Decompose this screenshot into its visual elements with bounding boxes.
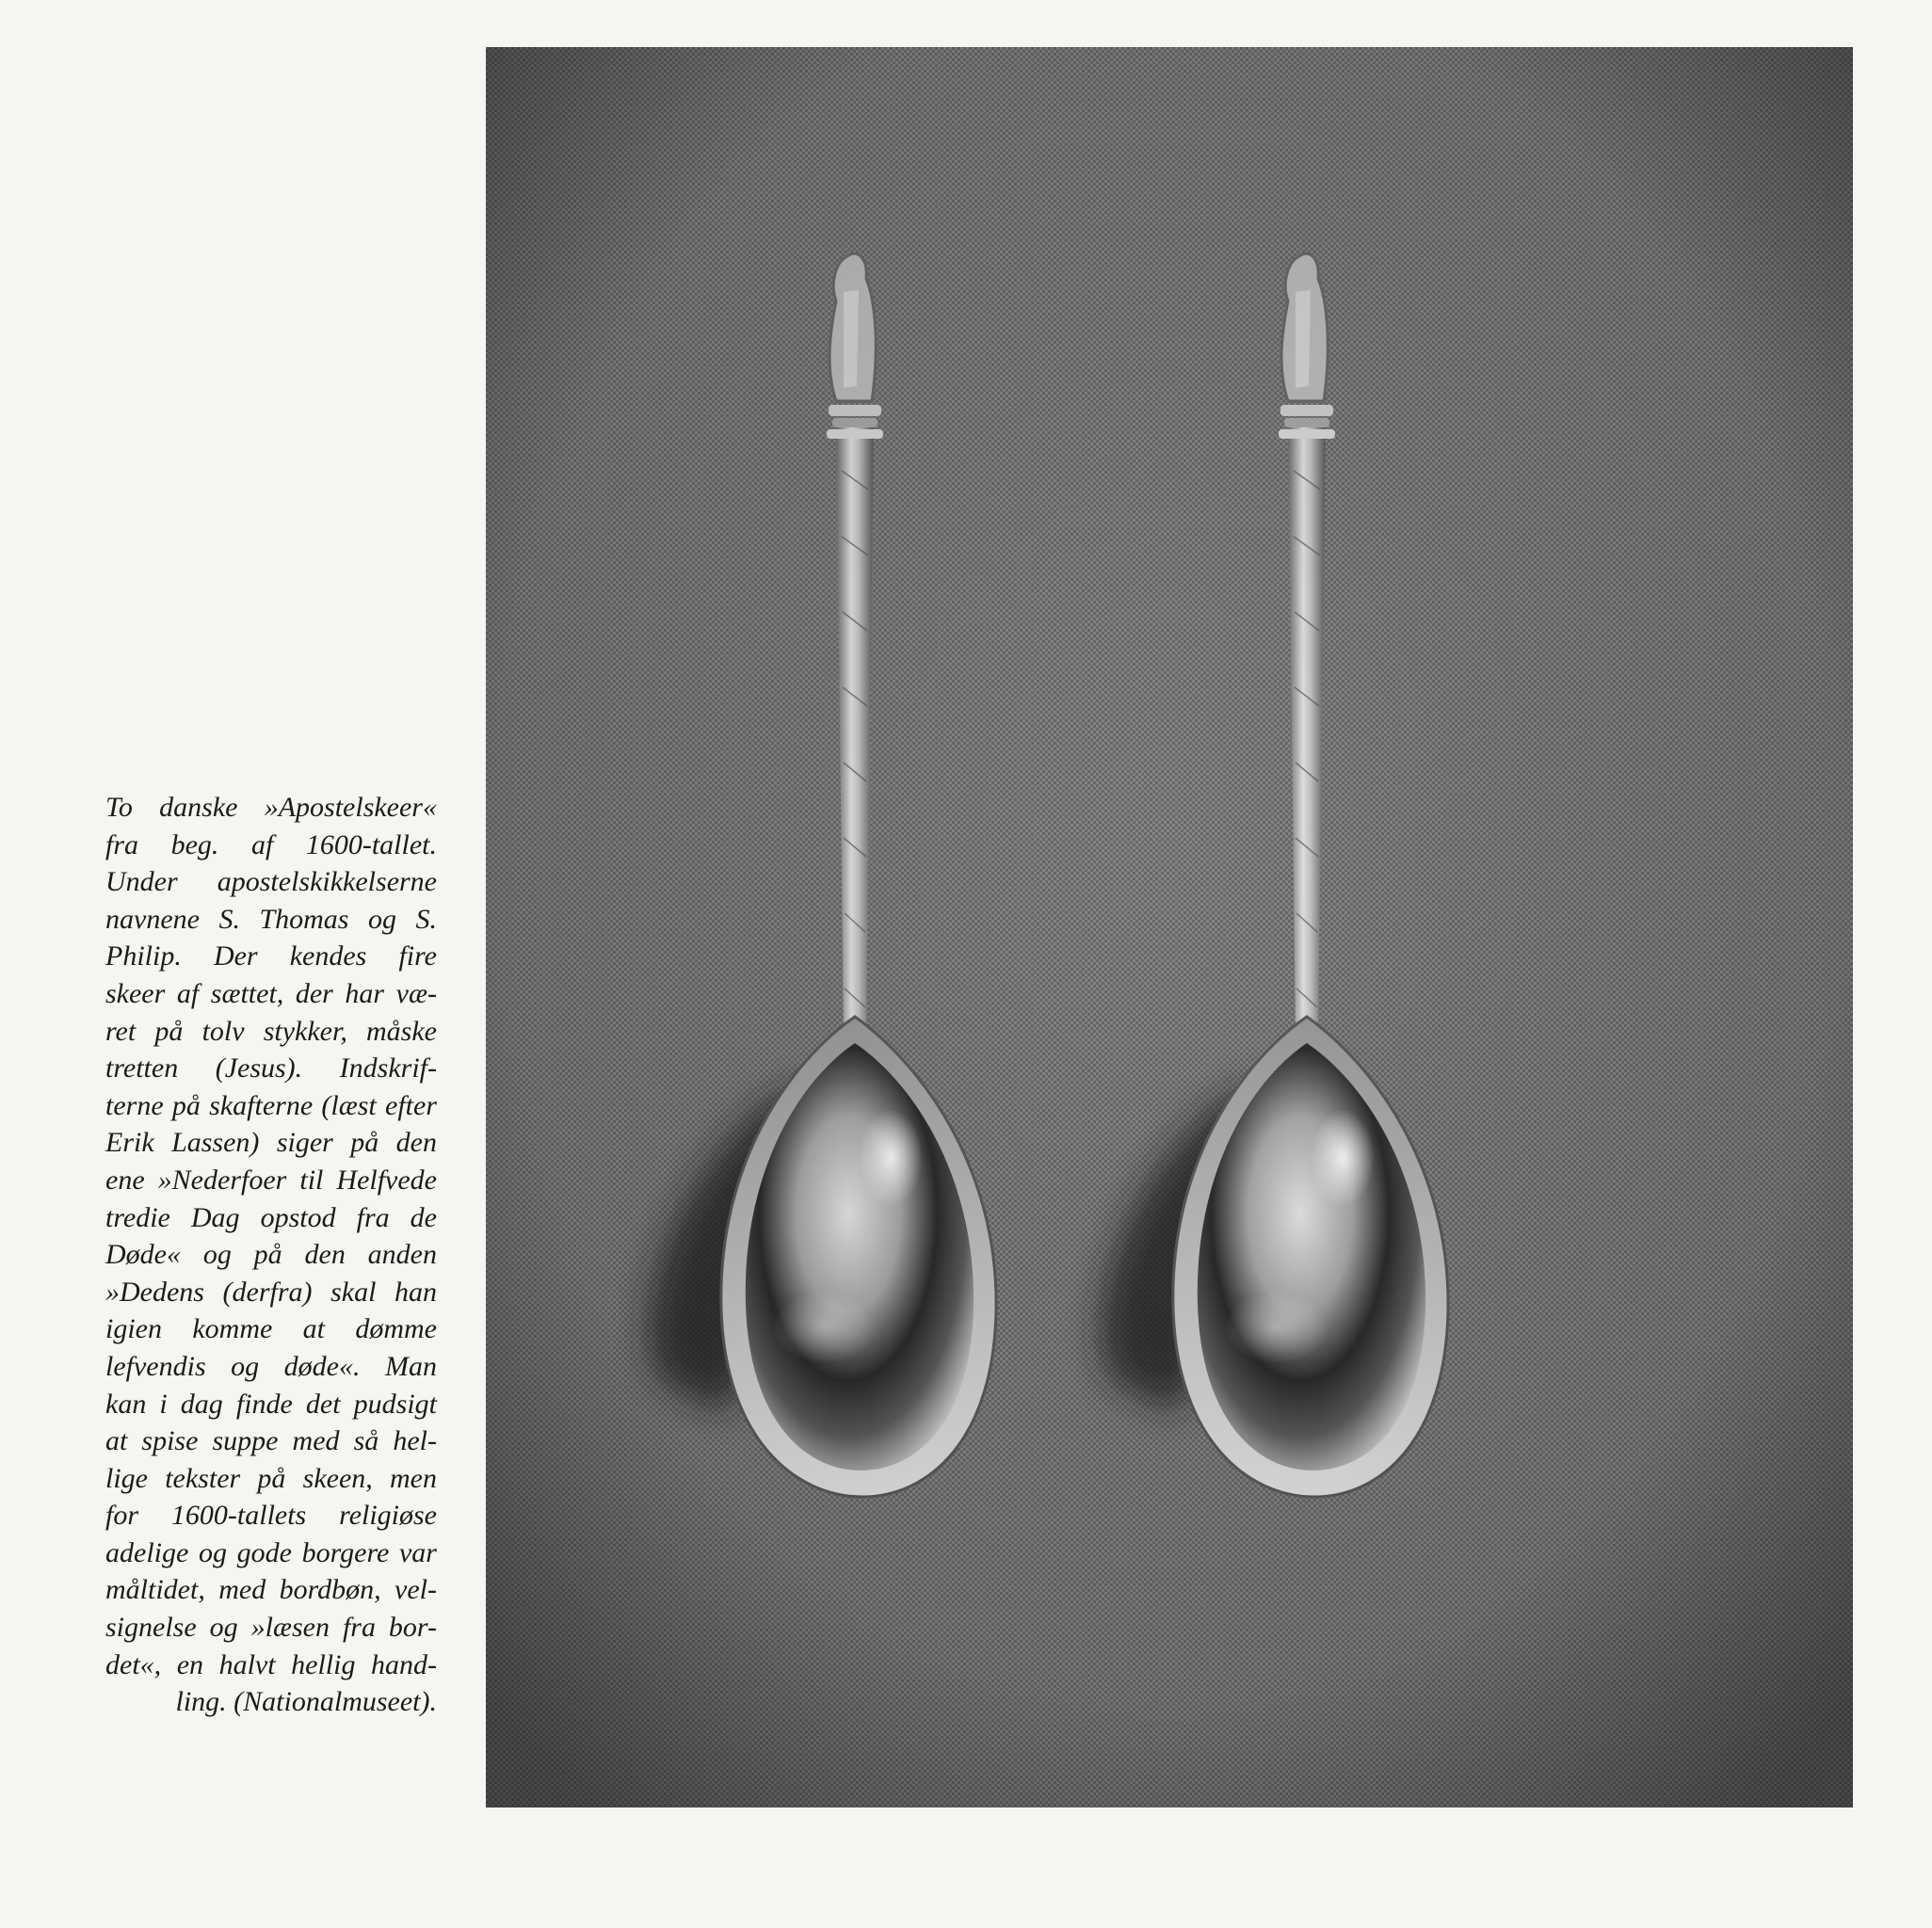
caption-line: tredie Dag opstod fra de [105,1201,437,1233]
caption-line: tretten (Jesus). Indskrif- [105,1052,437,1084]
caption-line: lige tekster på skeen, men [105,1462,437,1494]
caption-line: ene »Nederfoer til Helfvede [105,1164,437,1196]
caption-line: måltidet, med bordbøn, vel- [105,1574,437,1606]
caption-line: Under apostelskikkelserne [105,866,437,898]
caption-line: lefvendis og døde«. Man [105,1350,437,1382]
caption-line: fra beg. af 1600-tallet. [105,828,437,860]
caption-line: Erik Lassen) siger på den [105,1127,437,1159]
caption-line: signelse og »læsen fra bor- [105,1612,437,1644]
photo-caption [105,789,437,1721]
caption-line: adelige og gode borgere var [105,1536,437,1568]
caption-line: terne på skafterne (læst efter [105,1089,437,1121]
caption-line: ling. (Nationalmuseet). [175,1686,437,1718]
caption-line: for 1600-tallets religiøse [105,1500,437,1532]
caption-line: »Dedens (derfra) skal han [105,1276,437,1308]
caption-line: ret på tolv stykker, måske [105,1015,437,1047]
caption-line: To danske »Apostelskeer« [105,792,437,823]
spoons-photograph [486,47,1853,1808]
caption-line: det«, en halvt hellig hand- [105,1648,437,1680]
caption-line: kan i dag finde det pudsigt [105,1388,437,1420]
caption-line: Philip. Der kendes fire [105,940,437,972]
caption-line: Døde« og på den anden [105,1239,437,1271]
caption-line: skeer af sættet, der har væ- [105,977,437,1009]
caption-line: igien komme at dømme [105,1313,437,1345]
caption-line: at spise suppe med så hel- [105,1425,437,1457]
photo-illustration [486,47,1853,1808]
caption-line: navnene S. Thomas og S. [105,903,437,935]
